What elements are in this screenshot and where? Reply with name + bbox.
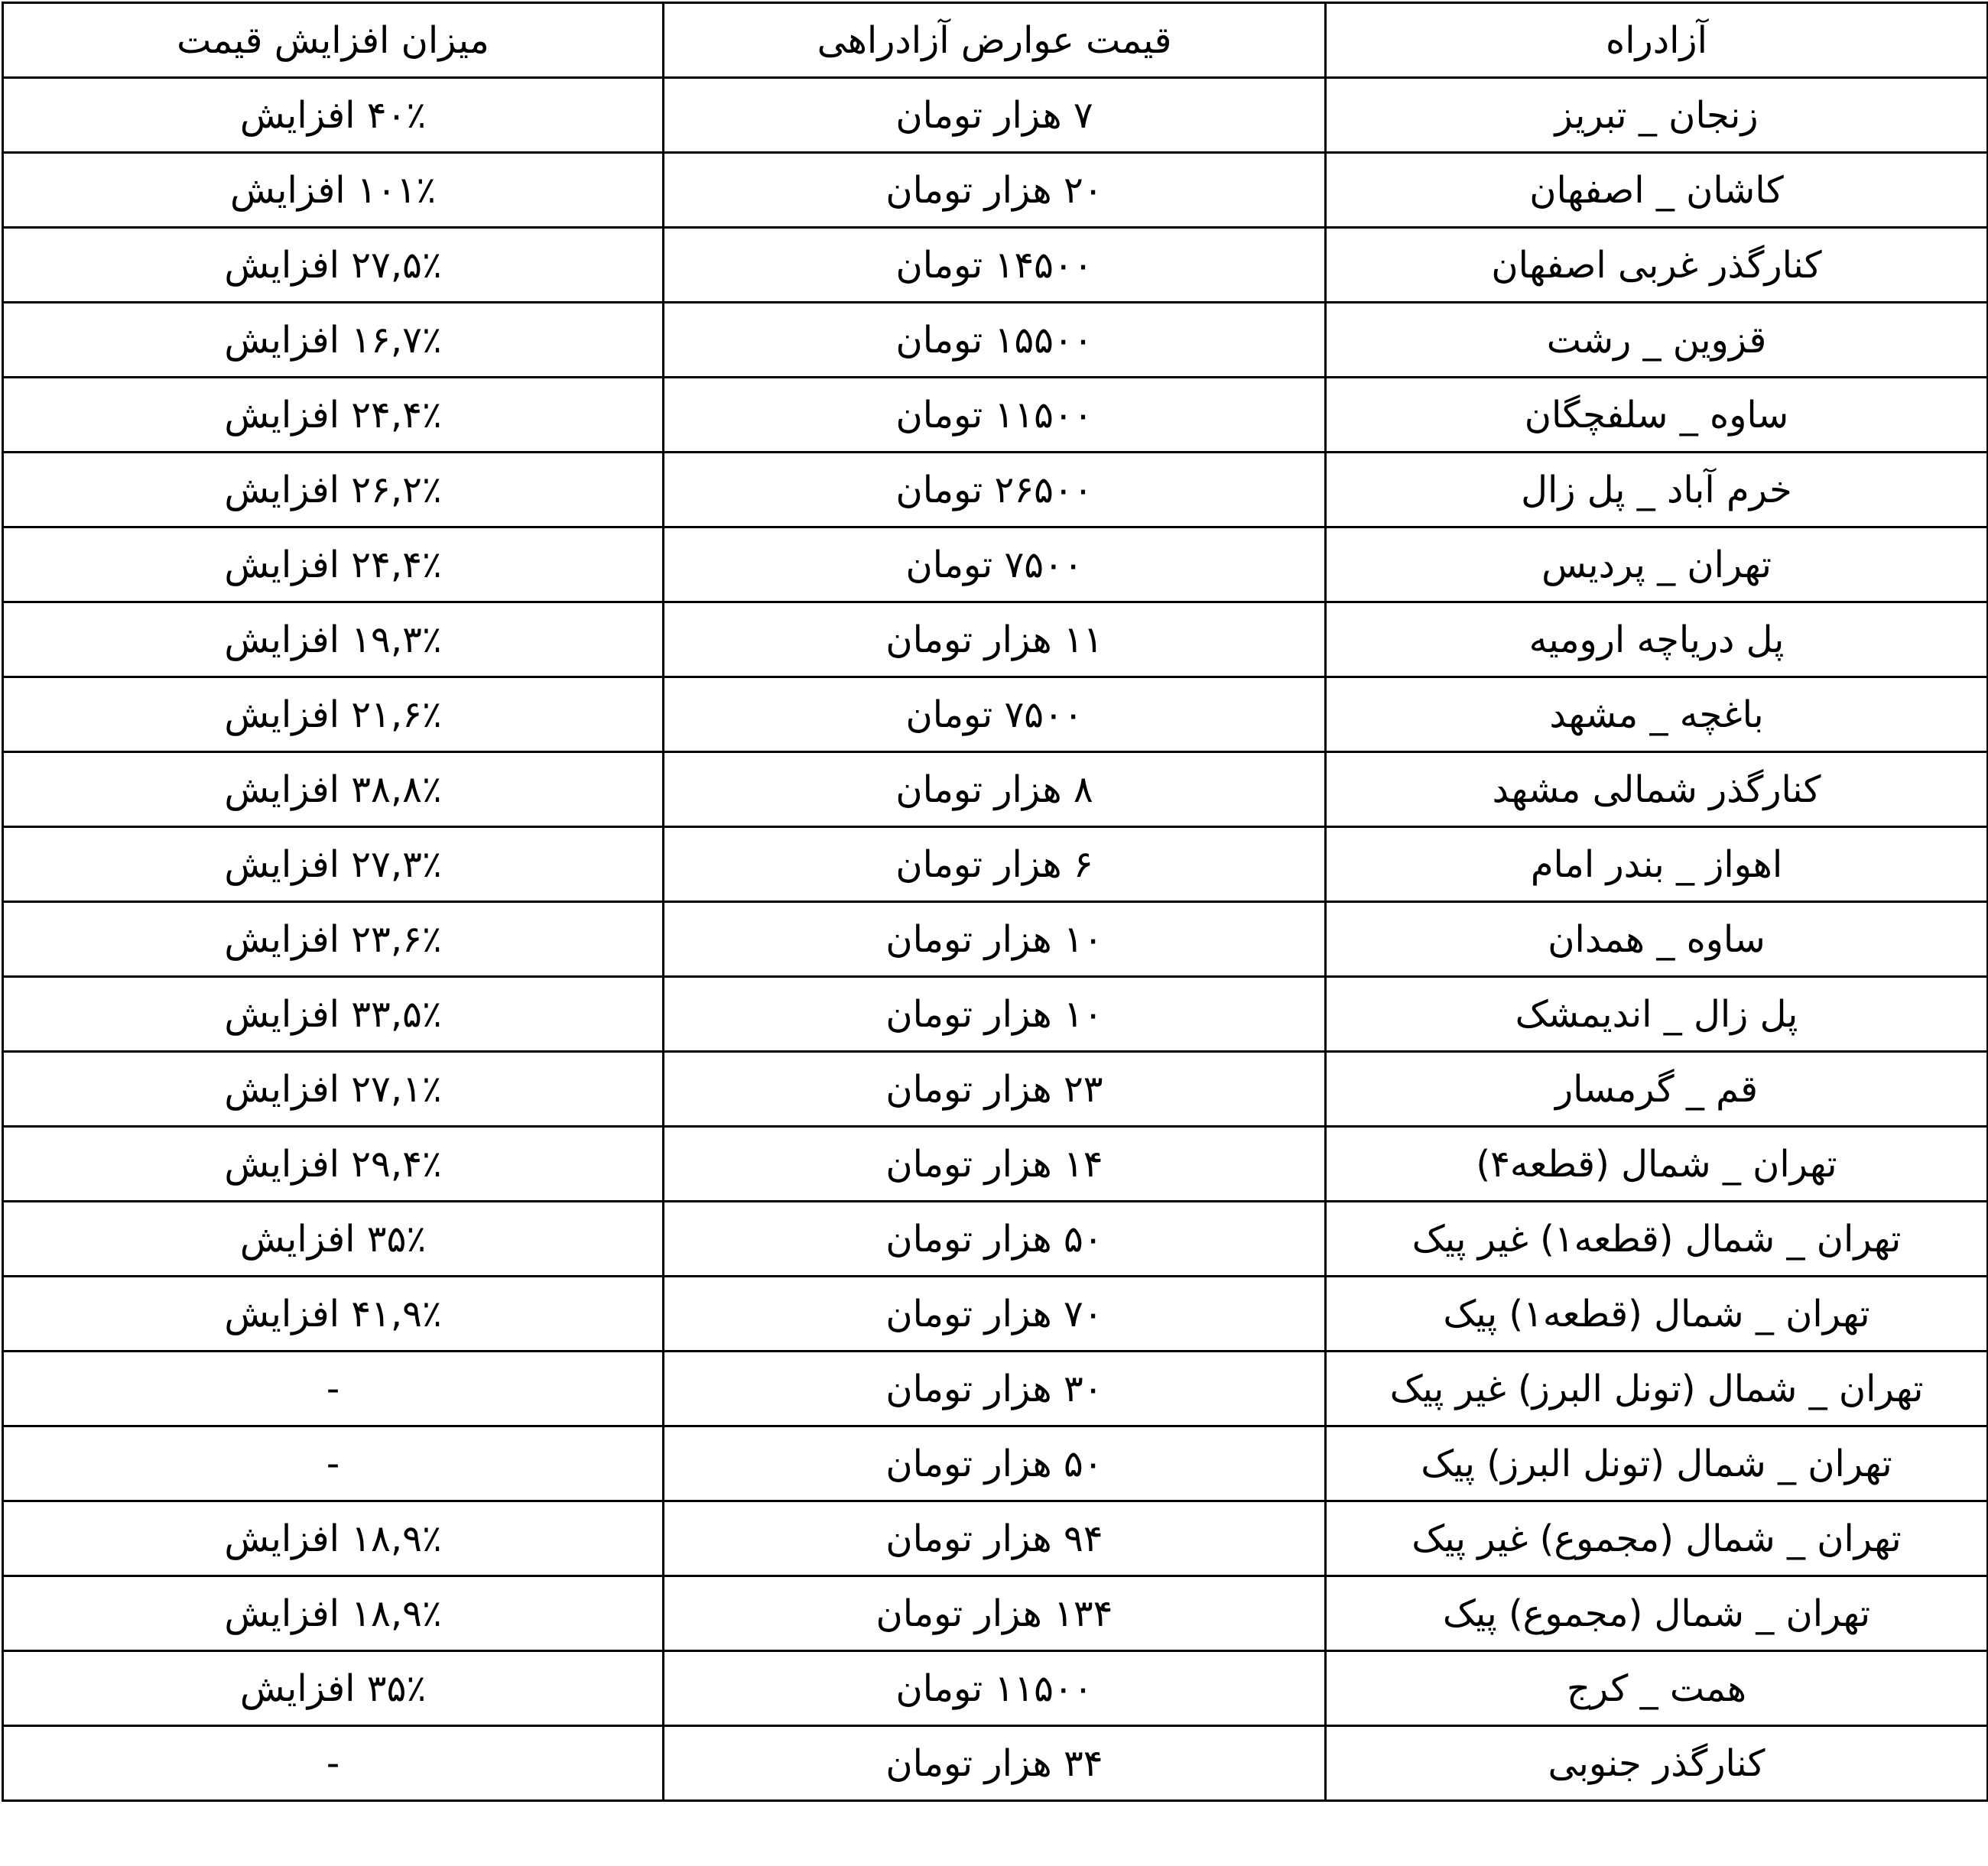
cell-increase: ۲۴,۴٪ افزایش: [3, 527, 664, 602]
cell-price: ۱۰ هزار تومان: [664, 977, 1326, 1052]
cell-price: ۸ هزار تومان: [664, 752, 1326, 827]
table-row: [3, 977, 1988, 1052]
cell-increase: ۲۶,۲٪ افزایش: [3, 453, 664, 527]
table-row: [3, 78, 1988, 153]
table-row: [3, 527, 1988, 602]
table-row: [3, 303, 1988, 378]
table-row: [3, 1726, 1988, 1801]
table-row: [3, 602, 1988, 677]
header-price: قیمت عوارض آزادراهی: [664, 3, 1326, 78]
cell-route: تهران _ شمال (تونل البرز) پیک: [1326, 1426, 1988, 1501]
cell-price: ۳۴ هزار تومان: [664, 1726, 1326, 1801]
cell-price: ۲۳ هزار تومان: [664, 1052, 1326, 1127]
cell-increase: ۲۱,۶٪ افزایش: [3, 677, 664, 752]
cell-price: ۷۰ هزار تومان: [664, 1277, 1326, 1352]
cell-price: ۱۳۴ هزار تومان: [664, 1576, 1326, 1651]
cell-route: قم _ گرمسار: [1326, 1052, 1988, 1127]
table-row: [3, 1127, 1988, 1202]
cell-route: اهواز _ بندر امام: [1326, 827, 1988, 902]
cell-increase: ۲۴,۴٪ افزایش: [3, 378, 664, 453]
cell-increase: ۲۷,۳٪ افزایش: [3, 827, 664, 902]
cell-increase: ۲۷,۱٪ افزایش: [3, 1052, 664, 1127]
cell-increase: ۱۹,۳٪ افزایش: [3, 602, 664, 677]
table-row: [3, 1576, 1988, 1651]
table-row: [3, 827, 1988, 902]
table-row: [3, 228, 1988, 303]
header-route: آزادراه: [1326, 3, 1988, 78]
cell-increase: -: [3, 1352, 664, 1426]
cell-price: ۲۶۵۰۰ تومان: [664, 453, 1326, 527]
cell-increase: ۳۵٪ افزایش: [3, 1202, 664, 1277]
cell-increase: ۱۰۱٪ افزایش: [3, 153, 664, 228]
cell-increase: -: [3, 1726, 664, 1801]
cell-route: زنجان _ تبریز: [1326, 78, 1988, 153]
cell-route: کنارگذر شمالی مشهد: [1326, 752, 1988, 827]
cell-price: ۶ هزار تومان: [664, 827, 1326, 902]
table-body: [3, 78, 1988, 1801]
cell-increase: ۲۳,۶٪ افزایش: [3, 902, 664, 977]
cell-route: همت _ کرج: [1326, 1651, 1988, 1726]
cell-route: تهران _ شمال (مجموع) غیر پیک: [1326, 1501, 1988, 1576]
cell-increase: -: [3, 1426, 664, 1501]
cell-route: تهران _ پردیس: [1326, 527, 1988, 602]
cell-route: کنارگذر غربی اصفهان: [1326, 228, 1988, 303]
cell-increase: ۴۰٪ افزایش: [3, 78, 664, 153]
cell-route: خرم آباد _ پل زال: [1326, 453, 1988, 527]
cell-route: تهران _ شمال (قطعه۴): [1326, 1127, 1988, 1202]
table-row: [3, 1052, 1988, 1127]
cell-price: ۵۰ هزار تومان: [664, 1426, 1326, 1501]
cell-price: ۱۴ هزار تومان: [664, 1127, 1326, 1202]
cell-route: باغچه _ مشهد: [1326, 677, 1988, 752]
cell-route: کنارگذر جنوبی: [1326, 1726, 1988, 1801]
table-row: [3, 1277, 1988, 1352]
cell-route: تهران _ شمال (قطعه۱) پیک: [1326, 1277, 1988, 1352]
cell-price: ۹۴ هزار تومان: [664, 1501, 1326, 1576]
cell-price: ۱۵۵۰۰ تومان: [664, 303, 1326, 378]
table-row: [3, 453, 1988, 527]
cell-price: ۷ هزار تومان: [664, 78, 1326, 153]
cell-price: ۱۱۵۰۰ تومان: [664, 378, 1326, 453]
cell-route: تهران _ شمال (مجموع) پیک: [1326, 1576, 1988, 1651]
cell-route: ساوه _ سلفچگان: [1326, 378, 1988, 453]
cell-increase: ۴۱,۹٪ افزایش: [3, 1277, 664, 1352]
table-row: [3, 1352, 1988, 1426]
cell-price: ۱۰ هزار تومان: [664, 902, 1326, 977]
cell-route: قزوین _ رشت: [1326, 303, 1988, 378]
table-row: [3, 1651, 1988, 1726]
cell-route: پل دریاچه ارومیه: [1326, 602, 1988, 677]
table-row: [3, 1426, 1988, 1501]
table-header-row: [3, 3, 1988, 78]
table-row: [3, 752, 1988, 827]
cell-price: ۷۵۰۰ تومان: [664, 527, 1326, 602]
cell-price: ۱۴۵۰۰ تومان: [664, 228, 1326, 303]
toll-price-table: [2, 2, 1988, 1802]
table-row: [3, 153, 1988, 228]
cell-price: ۳۰ هزار تومان: [664, 1352, 1326, 1426]
cell-price: ۲۰ هزار تومان: [664, 153, 1326, 228]
cell-increase: ۱۸,۹٪ افزایش: [3, 1576, 664, 1651]
cell-route: ساوه _ همدان: [1326, 902, 1988, 977]
cell-increase: ۳۸,۸٪ افزایش: [3, 752, 664, 827]
cell-increase: ۳۵٪ افزایش: [3, 1651, 664, 1726]
cell-increase: ۲۹,۴٪ افزایش: [3, 1127, 664, 1202]
cell-price: ۱۱ هزار تومان: [664, 602, 1326, 677]
table-row: [3, 1501, 1988, 1576]
table-row: [3, 902, 1988, 977]
cell-increase: ۳۳,۵٪ افزایش: [3, 977, 664, 1052]
cell-increase: ۲۷,۵٪ افزایش: [3, 228, 664, 303]
cell-increase: ۱۶,۷٪ افزایش: [3, 303, 664, 378]
header-increase: میزان افزایش قیمت: [3, 3, 664, 78]
cell-price: ۷۵۰۰ تومان: [664, 677, 1326, 752]
table-row: [3, 677, 1988, 752]
cell-price: ۵۰ هزار تومان: [664, 1202, 1326, 1277]
cell-route: تهران _ شمال (تونل البرز) غیر پیک: [1326, 1352, 1988, 1426]
table-row: [3, 378, 1988, 453]
cell-route: کاشان _ اصفهان: [1326, 153, 1988, 228]
cell-route: تهران _ شمال (قطعه۱) غیر پیک: [1326, 1202, 1988, 1277]
cell-price: ۱۱۵۰۰ تومان: [664, 1651, 1326, 1726]
cell-route: پل زال _ اندیمشک: [1326, 977, 1988, 1052]
cell-increase: ۱۸,۹٪ افزایش: [3, 1501, 664, 1576]
table-row: [3, 1202, 1988, 1277]
